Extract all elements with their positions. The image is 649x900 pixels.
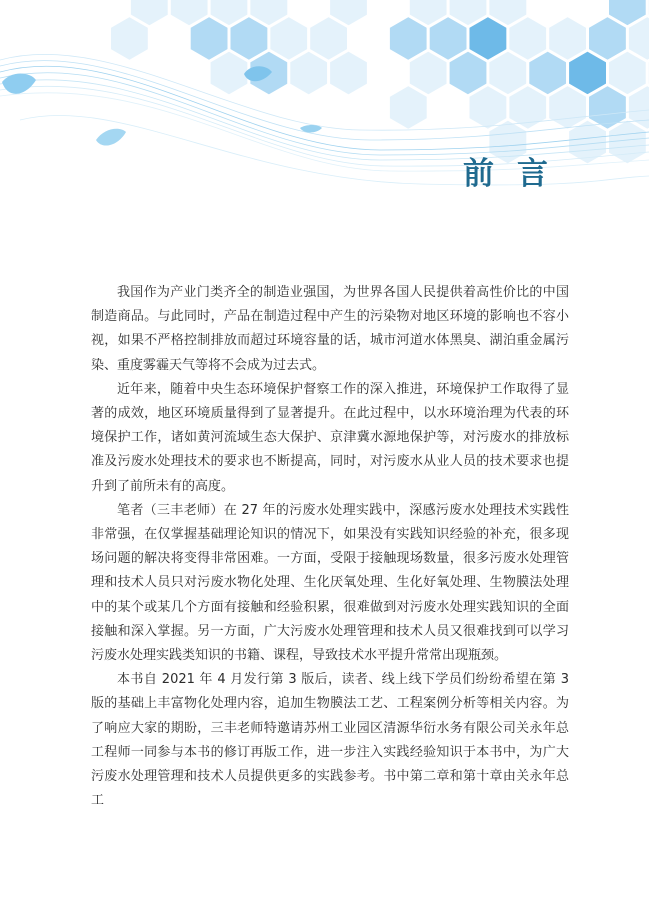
hexagon-shape <box>289 50 329 96</box>
page-title: 前言 <box>463 156 571 192</box>
paragraph: 近年来，随着中央生态环境保护督察工作的深入推进，环境保护工作取得了显著的成效，地区环境质量得到了显著提升。在此过程中，以水环境治理为代表的环境保护工作，诸如黄河流域生态大保护、京津冀水源地保护等，对污废水的排放标准及污废水处理技术的要求也不断提高，同时，对污废水从业人员的技术要求也提升到了前所未有的高度。 <box>91 381 569 494</box>
hexagon-shape <box>388 85 428 131</box>
paragraph: 我国作为产业门类齐全的制造业强国，为世界各国人民提供着高性价比的中国制造商品。与此同时，产品在制造过程中产生的污染物对地区环境的影响也不容小视，如果不严格控制排放而超过环境容量的话，城市河道水体黑臭、湖泊重金属污染、重度雾霾天气等将不会成为过去式。 <box>91 285 569 373</box>
hexagon-shape <box>568 119 608 165</box>
hexagon-shape <box>110 16 150 62</box>
hexagon-shape <box>608 119 648 165</box>
paragraph: 本书自 2021 年 4 月发行第 3 版后，读者、线上线下学员们纷纷希望在第 3 版的基础上丰富物化处理内容，追加生物膜法工艺、工程案例分析等相关内容。为了响应大家的期盼，三丰老师特邀请苏州工业园区清源华衍水务有限公司关永年总工程师一同参与本书的修订再版工作，进一步注入实践经验知识于本书中，为广大污废水处理管理和技术人员提供更多的实践参考。书中第二章和第十章由关永年总工 <box>91 672 569 809</box>
hexagon-shape <box>209 50 249 96</box>
paragraph: 笔者（三丰老师）在 27 年的污废水处理实践中，深感污废水处理技术实践性非常强，在仅掌握基础理论知识的情况下，如果没有实践知识经验的补充，很多现场问题的解决将变得非常困难。一方面，受限于接触现场数量，很多污废水处理管理和技术人员只对污废水物化处理、生化厌氧处理、生化好氧处理、生物膜法处理中的某个或某几个方面有接触和经验积累，很难做到对污废水处理实践知识的全面接触和深入掌握。另一方面，广大污废水处理管理和技术人员又很难找到可以学习污废水处理实践类知识的书籍、课程，导致技术水平提升常常出现瓶颈。 <box>91 502 569 664</box>
body-text <box>91 281 569 813</box>
hexagon-shape <box>329 50 369 96</box>
